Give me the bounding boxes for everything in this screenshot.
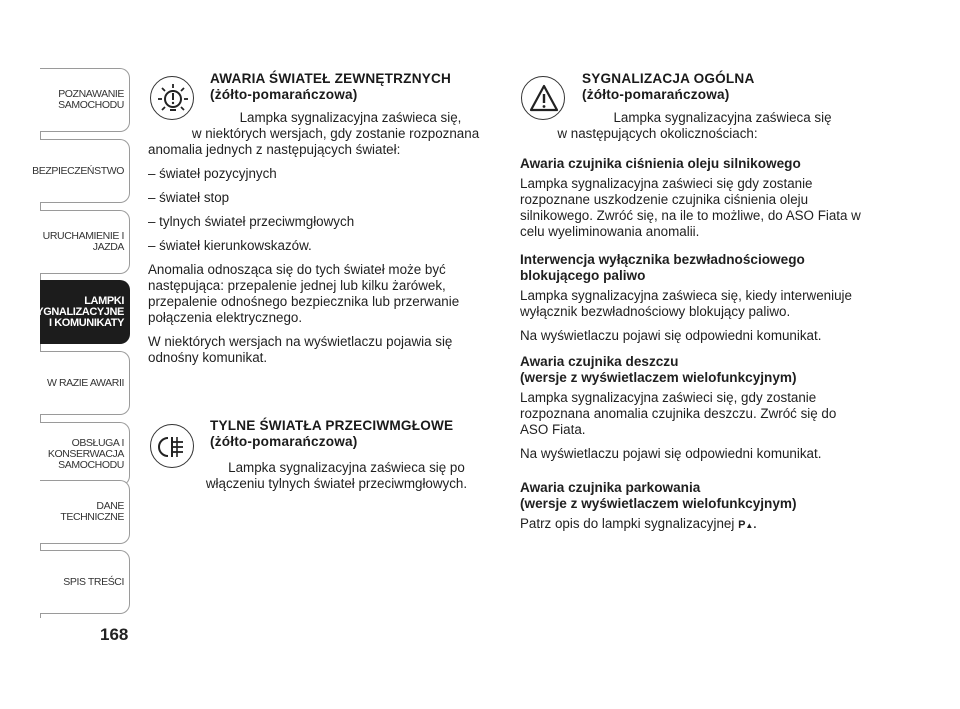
subheading-rain-sensor: Awaria czujnika deszczu (wersje z wyświetlaczem wielofunkcyjnym) [520, 354, 797, 385]
list-item: – tylnych świateł przeciwmgłowych [148, 214, 355, 229]
subheading-parking-sensor: Awaria czujnika parkowania (wersje z wyświetlaczem wielofunkcyjnym) [520, 480, 797, 511]
tab-obsluga-i-konserwacja[interactable]: OBSŁUGA I KONSERWACJA SAMOCHODU [40, 422, 130, 486]
subheading-oil-sensor: Awaria czujnika ciśnienia oleju silnikowego [520, 156, 801, 171]
rear-fog-body: Lampka sygnalizacyjna zaświeca się po włączeniu tylnych świateł przeciwmgłowych. [205, 460, 468, 491]
subheading-fuel-cutoff: Interwencja wyłącznika bezwładnościowego blokującego paliwo [520, 252, 805, 283]
parking-sensor-icon: P▲. [738, 519, 757, 531]
tab-dane-techniczne[interactable]: DANE TECHNICZNE [40, 480, 130, 544]
tab-w-razie-awarii[interactable]: W RAZIE AWARII [40, 351, 130, 415]
section-title-general: SYGNALIZACJA OGÓLNA (żółto-pomarańczowa) [582, 71, 755, 102]
list-item: – świateł pozycyjnych [148, 166, 277, 181]
list-item: – świateł kierunkowskazów. [148, 238, 312, 253]
tab-poznawanie-samochodu[interactable]: POZNAWANIE SAMOCHODU [40, 68, 130, 132]
tab-uruchamienie-i-jazda[interactable]: URUCHAMIENIE I JAZDA [40, 210, 130, 274]
exterior-lights-body: Lampka sygnalizacyjna zaświeca się, w niektórych wersjach, gdy zostanie rozpoznana anomalia jednych z następujących świateł: – świateł pozycyjnych – świateł stop – tylnych świateł przeciwmgłowych – świateł kierunkowskazów. Anomalia odnosząca się do tych świateł może być następująca: przepalenie jednej lub kilku żarówek, przepalenie odnośnego bezpiecznika lub przerwanie połączenia elektrycznego. W niektórych wersjach na wyświetlaczu pojawia się odnośny komunikat. [148, 110, 493, 374]
tab-lampki-sygnalizacyjne[interactable]: LAMPKI SYGNALIZACYJNE I KOMUNIKATY [40, 280, 130, 344]
page-number: 168 [100, 625, 129, 644]
list-item: – świateł stop [148, 190, 230, 205]
section-title-exterior-lights: AWARIA ŚWIATEŁ ZEWNĘTRZNYCH (żółto-pomarańczowa) [210, 71, 452, 102]
tab-bezpieczenstwo[interactable]: BEZPIECZEŃSTWO [40, 139, 130, 203]
tab-spis-tresci[interactable]: SPIS TREŚCI [40, 550, 130, 614]
section-title-rear-fog: TYLNE ŚWIATŁA PRZECIWMGŁOWE (żółto-pomarańczowa) [210, 418, 454, 449]
general-body: Lampka sygnalizacyjna zaświeca się w następujących okolicznościach: Awaria czujnika ciśnienia oleju silnikowego Lampka sygnalizacyjna zaświeci się gdy zostanie rozpoznane uszkodzenie czujnika ciśnienia oleju silnikowego. Zwróć się, na ile to możliwe, do ASO Fiata w celu wyeliminowania anomalii. Interwencja wyłącznika bezwładnościowego blokującego paliwo Lampka sygnalizacyjna zaświeca się, kiedy interweniuje wyłącznik bezwładnościowy blokujący paliwo. Na wyświetlaczu pojawi się odpowiedni komunikat. Awaria czujnika deszczu (wersje z wyświetlaczem wielofunkcyjnym) Lampka sygnalizacyjna zaświeci się, gdy zostanie rozpoznana anomalia czujnika deszczu. Zwróć się do ASO Fiata. Na wyświetlaczu pojawi się odpowiedni komunikat. Awaria czujnika parkowania (wersje z wyświetlaczem wielofunkcyjnym) Patrz opis do lampki sygnalizacyjnej P▲. [520, 110, 865, 542]
